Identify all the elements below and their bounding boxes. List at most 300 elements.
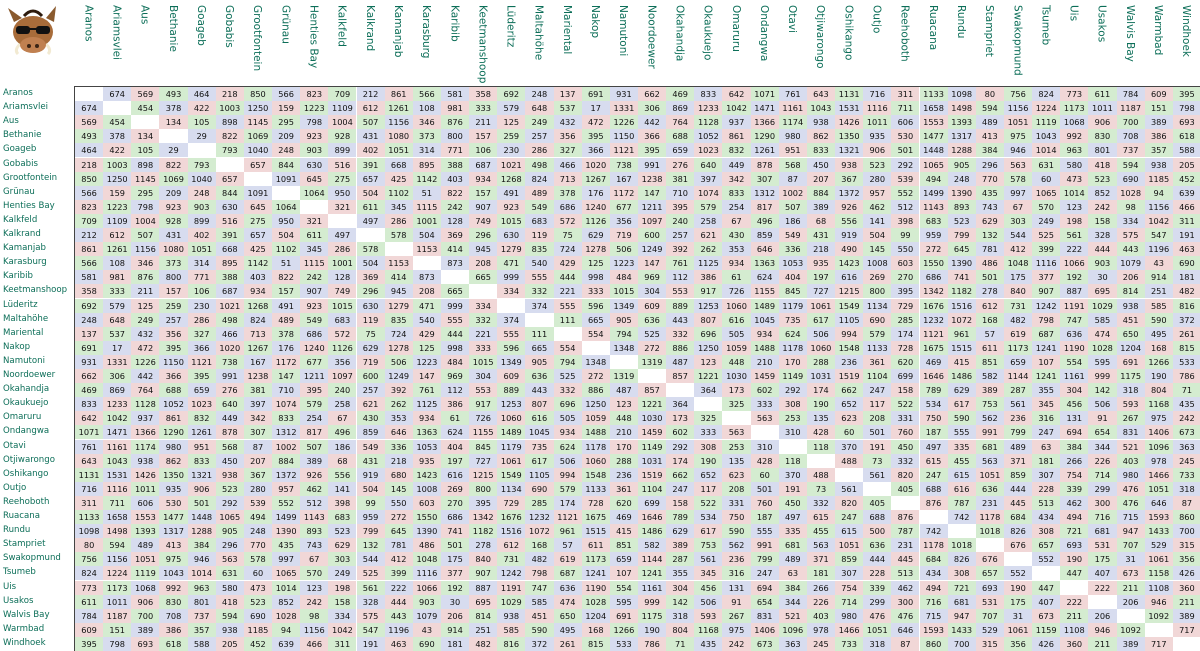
table-cell: 1008 — [863, 256, 891, 270]
table-cell: 798 — [131, 200, 159, 214]
table-cell: 683 — [920, 214, 948, 228]
table-cell: 585 — [1145, 299, 1173, 313]
table-cell: 253 — [779, 411, 807, 425]
table-cell: 292 — [779, 383, 807, 397]
table-cell: 629 — [328, 538, 356, 552]
table-cell: 1028 — [582, 595, 610, 609]
table-cell: 361 — [610, 482, 638, 496]
table-cell: 553 — [666, 284, 694, 298]
table-cell: 914 — [1145, 270, 1173, 284]
table-cell: 876 — [891, 510, 919, 524]
table-row — [75, 566, 1200, 580]
table-cell: 395 — [891, 284, 919, 298]
table-cell: 1048 — [413, 552, 441, 566]
table-cell: 770 — [976, 172, 1004, 186]
table-cell: 1224 — [1032, 101, 1060, 115]
table-cell: 1168 — [1145, 397, 1173, 411]
table-cell: 1104 — [863, 369, 891, 383]
table-cell: 463 — [385, 637, 413, 651]
table-cell: 906 — [188, 482, 216, 496]
table-cell: 370 — [779, 468, 807, 482]
table-cell: 257 — [525, 129, 553, 143]
table-cell: 673 — [1117, 566, 1145, 580]
table-cell: 168 — [582, 623, 610, 637]
table-cell: 934 — [469, 172, 497, 186]
table-cell: 272 — [920, 242, 948, 256]
table-cell: 111 — [525, 327, 553, 341]
table-cell: 296 — [216, 538, 244, 552]
table-cell: 833 — [694, 87, 722, 101]
table-cell — [863, 482, 891, 496]
table-cell: 800 — [441, 129, 469, 143]
table-cell: 1061 — [497, 454, 525, 468]
table-cell: 833 — [75, 397, 103, 411]
table-cell: 606 — [131, 496, 159, 510]
table-cell: 585 — [525, 595, 553, 609]
table-cell: 1459 — [751, 369, 779, 383]
table-cell: 295 — [131, 186, 159, 200]
table-cell: 1223 — [610, 256, 638, 270]
table-cell: 1288 — [188, 524, 216, 538]
column-header-label: Ariamsvlei — [110, 5, 123, 61]
table-cell: 1279 — [497, 242, 525, 256]
table-cell: 1061 — [807, 299, 835, 313]
table-cell: 681 — [976, 440, 1004, 454]
table-cell: 707 — [976, 609, 1004, 623]
table-cell: 306 — [638, 101, 666, 115]
table-cell: 1161 — [779, 101, 807, 115]
table-cell: 566 — [272, 87, 300, 101]
row-header-label: Oshikango — [3, 468, 49, 479]
table-cell: 494 — [1060, 510, 1088, 524]
table-cell — [1117, 609, 1145, 623]
table-cell: 158 — [1088, 214, 1116, 228]
table-cell: 488 — [835, 454, 863, 468]
table-cell: 403 — [1117, 454, 1145, 468]
table-cell: 342 — [722, 172, 750, 186]
table-cell: 1390 — [413, 524, 441, 538]
table-cell: 1068 — [131, 581, 159, 595]
table-cell: 443 — [525, 383, 553, 397]
table-cell: 845 — [779, 284, 807, 298]
table-cell: 947 — [948, 609, 976, 623]
table-cell: 345 — [694, 566, 722, 580]
table-cell: 466 — [554, 158, 582, 172]
table-cell: 73 — [807, 482, 835, 496]
table-cell: 563 — [216, 552, 244, 566]
table-cell: 316 — [722, 566, 750, 580]
table-cell: 1061 — [1145, 552, 1173, 566]
table-cell: 443 — [666, 313, 694, 327]
table-cell: 231 — [891, 538, 919, 552]
table-cell: 498 — [216, 313, 244, 327]
table-cell: 903 — [188, 200, 216, 214]
column-header-label: Grünau — [279, 5, 292, 44]
table-cell: 771 — [441, 143, 469, 157]
table-cell: 815 — [1173, 341, 1200, 355]
table-cell: 444 — [441, 327, 469, 341]
table-cell: 278 — [976, 284, 1004, 298]
column-header-label: Walvis Bay — [1123, 5, 1136, 62]
row-header-label: Mariental — [3, 327, 44, 338]
table-cell: 494 — [920, 172, 948, 186]
table-cell: 585 — [497, 623, 525, 637]
table-cell: 469 — [610, 510, 638, 524]
table-cell: 961 — [554, 524, 582, 538]
table-cell: 1134 — [863, 299, 891, 313]
table-cell: 261 — [1173, 327, 1200, 341]
table-cell: 456 — [694, 581, 722, 595]
table-cell: 311 — [891, 87, 919, 101]
table-cell: 606 — [891, 115, 919, 129]
table-cell: 381 — [244, 383, 272, 397]
table-cell: 444 — [863, 552, 891, 566]
row-header-label: Kamanjab — [3, 243, 46, 254]
table-cell: 975 — [1145, 411, 1173, 425]
table-cell: 687 — [469, 158, 497, 172]
table-cell: 611 — [300, 228, 328, 242]
table-cell: 516 — [328, 158, 356, 172]
table-cell — [441, 270, 469, 284]
table-cell: 770 — [244, 538, 272, 552]
table-cell: 501 — [891, 143, 919, 157]
table-cell: 994 — [554, 468, 582, 482]
table-cell: 684 — [920, 552, 948, 566]
table-cell: 804 — [666, 623, 694, 637]
row-header-label: Swakopmund — [3, 553, 61, 564]
table-cell: 212 — [357, 87, 385, 101]
table-cell: 1131 — [835, 87, 863, 101]
table-cell: 824 — [75, 566, 103, 580]
table-cell: 878 — [216, 425, 244, 439]
column-header — [581, 0, 609, 86]
table-cell: 466 — [1173, 200, 1200, 214]
table-cell: 206 — [1117, 595, 1145, 609]
column-header — [609, 0, 637, 86]
table-cell: 1191 — [497, 581, 525, 595]
table-cell: 429 — [554, 256, 582, 270]
table-cell: 112 — [666, 270, 694, 284]
table-cell: 63 — [779, 566, 807, 580]
table-cell: 1053 — [779, 256, 807, 270]
table-cell: 205 — [1173, 158, 1200, 172]
table-row — [75, 496, 1200, 510]
table-cell: 620 — [610, 496, 638, 510]
table-cell: 572 — [328, 327, 356, 341]
row-header-label: Grünau — [3, 186, 35, 197]
table-cell: 498 — [525, 158, 553, 172]
table-cell: 710 — [666, 186, 694, 200]
table-cell: 709 — [75, 214, 103, 228]
table-cell: 332 — [891, 454, 919, 468]
table-cell: 386 — [694, 270, 722, 284]
table-cell: 525 — [554, 369, 582, 383]
row-header-label: Maltahöhe — [3, 313, 49, 324]
table-cell: 272 — [385, 510, 413, 524]
table-cell: 624 — [751, 270, 779, 284]
table-cell: 1459 — [638, 425, 666, 439]
table-cell: 728 — [891, 341, 919, 355]
table-cell: 568 — [779, 158, 807, 172]
table-cell: 431 — [159, 228, 187, 242]
table-cell: 267 — [1117, 411, 1145, 425]
table-cell: 414 — [385, 270, 413, 284]
table-cell: 377 — [441, 566, 469, 580]
table-cell: 30 — [441, 595, 469, 609]
table-cell: 1002 — [779, 186, 807, 200]
table-cell: 816 — [1173, 299, 1200, 313]
table-cell: 934 — [244, 284, 272, 298]
table-cell: 884 — [807, 186, 835, 200]
table-cell: 190 — [1145, 369, 1173, 383]
table-cell: 799 — [751, 552, 779, 566]
table-cell: 218 — [75, 158, 103, 172]
table-cell: 1349 — [610, 299, 638, 313]
table-cell: 686 — [300, 327, 328, 341]
row-header-label: Rundu — [3, 525, 31, 536]
table-cell: 590 — [525, 623, 553, 637]
table-cell: 998 — [582, 270, 610, 284]
table-cell: 308 — [948, 566, 976, 580]
table-cell: 1549 — [835, 299, 863, 313]
table-cell: 533 — [610, 637, 638, 651]
table-cell: 781 — [385, 538, 413, 552]
table-cell: 1051 — [863, 623, 891, 637]
table-cell: 507 — [779, 200, 807, 214]
table-cell: 1079 — [1117, 256, 1145, 270]
table-cell: 1312 — [272, 425, 300, 439]
table-cell: 285 — [525, 496, 553, 510]
table-cell: 801 — [1088, 143, 1116, 157]
table-cell: 266 — [1060, 454, 1088, 468]
table-cell: 523 — [1088, 172, 1116, 186]
table-cell: 681 — [779, 538, 807, 552]
table-cell: 134 — [131, 129, 159, 143]
table-cell: 999 — [441, 299, 469, 313]
table-cell: 731 — [497, 552, 525, 566]
table-cell: 761 — [666, 256, 694, 270]
table-cell: 673 — [751, 637, 779, 651]
table-cell: 830 — [159, 595, 187, 609]
table-cell: 1204 — [1117, 341, 1145, 355]
table-cell: 833 — [722, 186, 750, 200]
table-cell — [216, 158, 244, 172]
table-row — [75, 186, 1200, 200]
table-cell: 366 — [159, 369, 187, 383]
table-cell: 1390 — [272, 524, 300, 538]
table-cell: 157 — [159, 284, 187, 298]
table-cell: 331 — [722, 496, 750, 510]
table-cell: 1190 — [1060, 341, 1088, 355]
table-cell: 1261 — [385, 101, 413, 115]
table-cell: 895 — [413, 158, 441, 172]
table-cell: 308 — [1032, 524, 1060, 538]
table-cell: 1179 — [779, 299, 807, 313]
table-cell: 662 — [75, 369, 103, 383]
table-cell: 1069 — [244, 129, 272, 143]
table-cell: 991 — [638, 158, 666, 172]
table-cell: 490 — [835, 242, 863, 256]
table-cell: 91 — [1088, 411, 1116, 425]
table-cell: 830 — [1088, 129, 1116, 143]
table-cell: 553 — [469, 383, 497, 397]
table-cell: 531 — [1088, 538, 1116, 552]
table-cell: 175 — [1088, 552, 1116, 566]
table-cell: 727 — [807, 284, 835, 298]
table-cell: 366 — [188, 341, 216, 355]
table-cell: 997 — [1004, 186, 1032, 200]
column-header — [440, 0, 468, 86]
table-cell: 1321 — [835, 143, 863, 157]
table-cell: 1158 — [1145, 566, 1173, 580]
row-header-label: Ondangwa — [3, 426, 50, 437]
column-header — [750, 0, 778, 86]
table-cell: 443 — [1117, 242, 1145, 256]
table-cell: 125 — [497, 115, 525, 129]
table-cell: 307 — [244, 425, 272, 439]
table-cell: 581 — [75, 270, 103, 284]
table-cell — [835, 468, 863, 482]
table-cell: 355 — [1032, 383, 1060, 397]
table-cell: 590 — [948, 411, 976, 425]
table-cell: 550 — [385, 496, 413, 510]
table-cell: 824 — [525, 172, 553, 186]
table-cell: 575 — [357, 609, 385, 623]
table-cell: 1372 — [835, 186, 863, 200]
table-cell: 1550 — [413, 510, 441, 524]
table-cell — [807, 454, 835, 468]
table-cell: 370 — [835, 440, 863, 454]
table-cell: 800 — [159, 270, 187, 284]
table-cell: 753 — [976, 397, 1004, 411]
table-cell: 690 — [863, 313, 891, 327]
table-cell: 523 — [863, 158, 891, 172]
table-cell: 934 — [413, 411, 441, 425]
table-cell: 418 — [1088, 158, 1116, 172]
table-cell: 617 — [694, 524, 722, 538]
table-cell: 296 — [976, 158, 1004, 172]
table-cell: 580 — [1060, 158, 1088, 172]
table-cell: 345 — [1032, 397, 1060, 411]
column-header-label: Kalkfeld — [335, 5, 348, 47]
table-cell: 594 — [216, 609, 244, 623]
table-cell: 444 — [554, 270, 582, 284]
table-cell: 1433 — [1145, 524, 1173, 538]
table-cell: 99 — [891, 228, 919, 242]
table-cell: 303 — [328, 552, 356, 566]
table-cell: 87 — [1173, 496, 1200, 510]
table-cell — [159, 129, 187, 143]
table-cell: 951 — [779, 143, 807, 157]
row-header-label: Ariamsvlei — [3, 102, 49, 113]
table-cell: 1052 — [694, 129, 722, 143]
table-cell: 270 — [441, 496, 469, 510]
table-cell: 355 — [666, 566, 694, 580]
table-cell: 1068 — [1060, 115, 1088, 129]
column-header — [524, 0, 552, 86]
table-cell: 360 — [1060, 637, 1088, 651]
table-cell: 462 — [891, 581, 919, 595]
table-cell: 878 — [751, 158, 779, 172]
table-cell: 693 — [131, 637, 159, 651]
table-cell: 286 — [328, 242, 356, 256]
table-cell: 525 — [638, 327, 666, 341]
table-cell: 719 — [610, 228, 638, 242]
table-cell: 963 — [188, 581, 216, 595]
table-cell: 251 — [1145, 284, 1173, 298]
table-cell: 1238 — [244, 369, 272, 383]
table-cell: 378 — [272, 327, 300, 341]
table-cell: 906 — [131, 595, 159, 609]
table-cell: 530 — [159, 496, 187, 510]
table-cell: 657 — [1032, 538, 1060, 552]
table-row — [75, 327, 1200, 341]
table-cell: 688 — [159, 383, 187, 397]
table-cell: 1267 — [244, 341, 272, 355]
table-cell: 1001 — [328, 256, 356, 270]
table-cell: 561 — [1060, 228, 1088, 242]
table-cell: 600 — [357, 369, 385, 383]
table-cell: 547 — [357, 623, 385, 637]
table-cell: 451 — [525, 609, 553, 623]
table-cell: 1173 — [1060, 101, 1088, 115]
table-row — [75, 313, 1200, 327]
table-cell: 504 — [413, 228, 441, 242]
table-cell: 1350 — [159, 468, 187, 482]
table-cell: 304 — [1060, 383, 1088, 397]
table-cell: 1066 — [1060, 256, 1088, 270]
table-cell: 640 — [216, 397, 244, 411]
table-cell: 636 — [976, 482, 1004, 496]
table-cell: 1288 — [948, 143, 976, 157]
table-cell: 107 — [1032, 355, 1060, 369]
table-cell: 820 — [891, 468, 919, 482]
table-cell: 500 — [863, 524, 891, 538]
table-cell: 595 — [1088, 355, 1116, 369]
table-cell: 593 — [1117, 397, 1145, 411]
table-cell: 1121 — [610, 143, 638, 157]
table-cell: 657 — [216, 172, 244, 186]
table-cell: 288 — [807, 355, 835, 369]
table-cell: 339 — [1060, 482, 1088, 496]
table-cell: 708 — [159, 609, 187, 623]
table-cell — [469, 284, 497, 298]
table-cell: 807 — [525, 397, 553, 411]
table-cell: 650 — [1117, 327, 1145, 341]
table-cell: 616 — [441, 468, 469, 482]
table-cell: 969 — [441, 369, 469, 383]
table-cell: 336 — [779, 242, 807, 256]
column-header — [356, 0, 384, 86]
table-cell: 404 — [441, 440, 469, 454]
table-cell: 356 — [328, 355, 356, 369]
table-cell: 1499 — [920, 186, 948, 200]
table-cell: 228 — [1032, 482, 1060, 496]
table-cell: 549 — [357, 440, 385, 454]
table-cell: 497 — [920, 440, 948, 454]
table-cell: 418 — [216, 595, 244, 609]
row-header-label: Grootfontein — [3, 172, 58, 183]
table-cell: 474 — [554, 595, 582, 609]
table-cell: 654 — [751, 595, 779, 609]
table-cell — [525, 313, 553, 327]
table-cell: 935 — [413, 454, 441, 468]
table-cell: 709 — [328, 87, 356, 101]
table-cell: 170 — [779, 355, 807, 369]
table-cell: 711 — [103, 496, 131, 510]
table-cell: 688 — [666, 129, 694, 143]
table-cell: 873 — [441, 256, 469, 270]
